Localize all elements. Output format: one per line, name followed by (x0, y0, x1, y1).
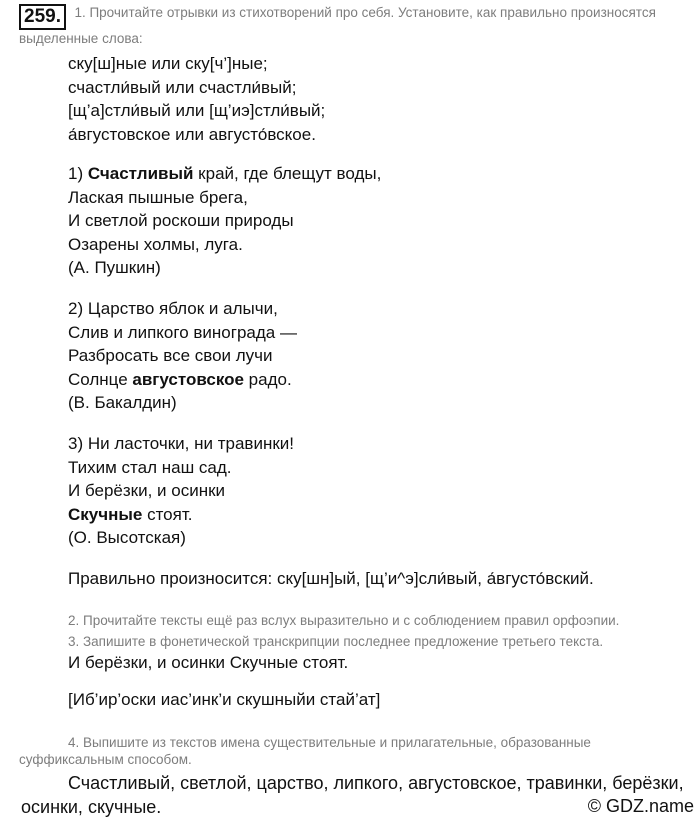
poem-text: стоят. (142, 504, 193, 524)
exercise-number: 259. (19, 4, 66, 30)
poem-author: (А. Пушкин) (68, 258, 161, 277)
watermark: © GDZ.name (587, 796, 694, 816)
poem-3 (68, 432, 294, 550)
correct-pronunciation-text: Правильно произносится: ску[шн]ый, [щ’и^э]сли́вый, а́вгусто́вский. (68, 569, 594, 588)
sentence (68, 651, 348, 675)
pronunciation-variants (68, 52, 325, 146)
poem-number: 1) (68, 164, 88, 183)
poem-author: (О. Высотская) (68, 528, 186, 547)
poem-line: Слив и липкого винограда — (68, 322, 297, 342)
poem-number: 3) (68, 434, 88, 453)
variant-line: счастли́вый или счастли́вый; (68, 77, 297, 97)
poem-text: Солнце (68, 369, 133, 389)
task-4-text: 4. Выпишите из текстов имена существительные и прилагательные, образованные суффиксальным способом. (19, 735, 591, 767)
task-2-text: 2. Прочитайте тексты ещё раз вслух выразительно и с соблюдением правил орфоэпии. (68, 613, 620, 628)
poem-line (68, 162, 381, 186)
task-3-text: 3. Запишите в фонетической транскрипции последнее предложение третьего текста. (68, 634, 604, 649)
variant-line: а́вгустовское или августо́вское. (68, 124, 316, 144)
poem-text: Ни ласточки, ни травинки! (87, 434, 295, 453)
poem-text: Царство яблок и алычи, (87, 299, 278, 318)
poem-line (68, 297, 297, 321)
poem-2 (68, 297, 297, 415)
variant-line: ску[ш]ные или ску[ч’]ные; (68, 54, 268, 73)
transcription-text: [Иб’ир’оски иас’инк’и скушныйи стай’ат] (68, 690, 381, 709)
poem-line (68, 368, 297, 392)
poem-number: 2) (68, 299, 88, 318)
poem-author: (В. Бакалдин) (68, 393, 177, 412)
answer-line-2: осинки, скучные. (21, 797, 162, 817)
poem-text: край, где блещут воды, (193, 164, 382, 183)
highlighted-word: Скучные (68, 504, 143, 524)
poem-1 (68, 162, 381, 280)
transcription (68, 688, 380, 712)
poem-line: Озарены холмы, луга. (68, 234, 243, 254)
poem-line: Разбросать все свои лучи (68, 346, 273, 365)
sentence-text: И берёзки, и осинки Скучные стоят. (68, 653, 349, 672)
exercise-header (19, 4, 695, 48)
task-1-text: 1. Прочитайте отрывки из стихотворений про себя. Установите, как правильно произносятся выделенные слова: (19, 5, 656, 46)
variant-line: [щ’а]стли́вый или [щ’иэ]стли́вый; (68, 101, 326, 120)
correct-pronunciation (68, 567, 594, 591)
poem-line (68, 503, 294, 527)
highlighted-word: Счастливый (87, 164, 194, 183)
poem-line: И светлой роскоши природы (68, 211, 294, 230)
poem-line: И берёзки, и осинки (68, 481, 226, 500)
poem-text: радо. (243, 369, 292, 389)
poem-line: Тихим стал наш сад. (68, 457, 232, 477)
poem-line: Лаская пышные брега, (68, 187, 248, 207)
poem-line (68, 432, 294, 456)
highlighted-word: августовское (132, 369, 244, 389)
answer-line-1: Счастливый, светлой, царство, липкого, августовское, травинки, берёзки, (68, 773, 684, 793)
